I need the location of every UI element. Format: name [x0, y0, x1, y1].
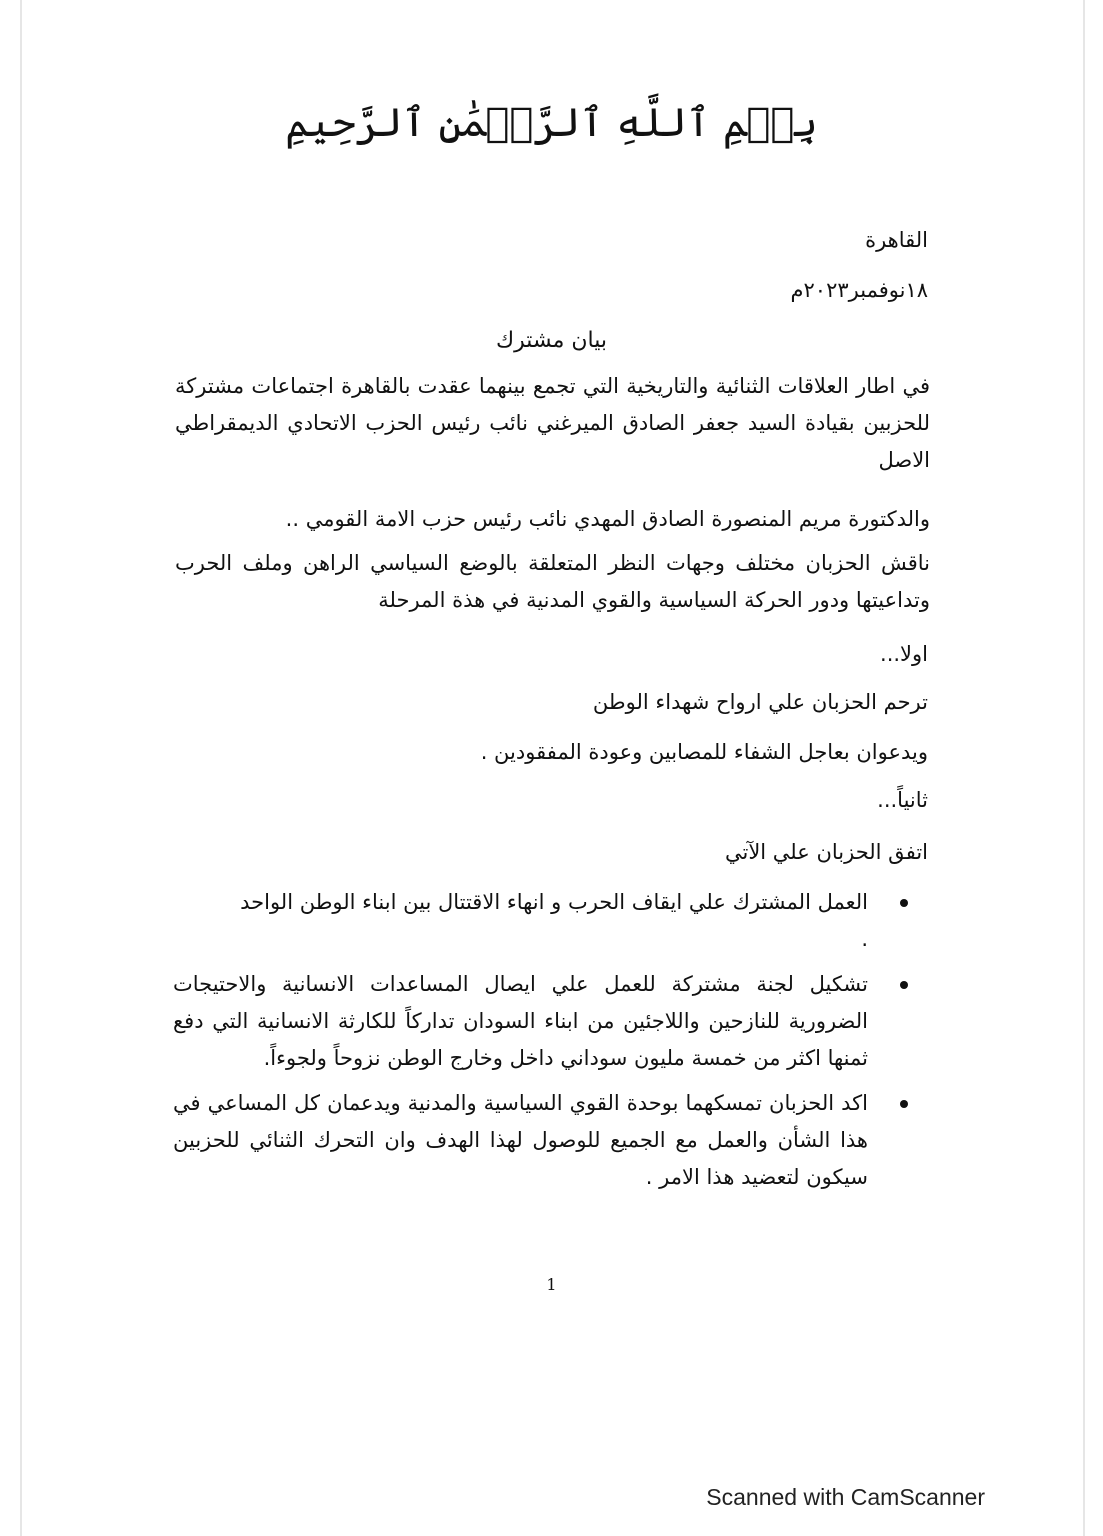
agreement-intro: اتفق الحزبان علي الآتي — [724, 840, 928, 864]
list-item-text: تشكيل لجنة مشتركة للعمل علي ايصال المساعدات الانسانية والاحتيجات الضرورية للنازحين واللاجئين من ابناء السودان تداركاً للكارثة الانسانية التي دفع ثمنها اكثر من خمسة مليون سوداني داخل وخارج الوطن نزوحاً ولجوءاً. — [173, 972, 868, 1070]
discussion-paragraph: ناقش الحزبان مختلف وجهات النظر المتعلقة بالوضع السياسي الراهن وملف الحرب وتداعيتها ودور الحركة السياسية والقوي المدنية في هذة المرحلة — [175, 551, 930, 612]
list-item-text: اكد الحزبان تمسكهما بوحدة القوي السياسية والمدنية ويدعمان كل المساعي في هذا الشأن والعمل مع الجميع للوصول لهذا الهدف وان التحرك الثنائي للحزبين سيكون لتعضيد هذا الامر . — [173, 1091, 868, 1189]
city-line: القاهرة — [865, 228, 928, 252]
second-section-label: ثانياً... — [877, 788, 928, 812]
date-line: ١٨نوفمبر٢٠٢٣م — [790, 278, 928, 302]
recovery-line: ويدعوان بعاجل الشفاء للمصابين وعودة المفقودين . — [480, 740, 928, 764]
intro-paragraph: في اطار العلاقات الثنائية والتاريخية التي تجمع بينهما عقدت بالقاهرة اجتماعات مشتركة للحزبين بقيادة السيد جعفر الصادق الميرغني نائب رئيس الحزب الاتحادي الديمقراطي الاصل — [175, 374, 930, 472]
scanner-watermark: Scanned with CamScanner — [706, 1484, 985, 1510]
list-item-trailing: . — [861, 927, 868, 951]
page-number: 1 — [546, 1275, 557, 1294]
left-scan-edge — [20, 0, 22, 1536]
condolence-line: ترحم الحزبان علي ارواح شهداء الوطن — [592, 690, 928, 714]
second-paragraph: والدكتورة مريم المنصورة الصادق المهدي نائب رئيس حزب الامة القومي .. — [285, 507, 930, 531]
basmala: بِسۡمِ ٱللَّهِ ٱلرَّحۡمَٰنِ ٱلرَّحِيمِ — [285, 100, 818, 146]
bullet-dot-icon — [900, 1100, 908, 1108]
list-item — [173, 884, 908, 958]
list-item — [173, 966, 908, 1077]
first-section-label: اولا... — [880, 642, 928, 666]
statement-heading: بيان مشترك — [496, 328, 607, 353]
bullet-dot-icon — [900, 981, 908, 989]
agreement-list — [173, 884, 908, 1204]
bullet-dot-icon — [900, 899, 908, 907]
list-item-text: العمل المشترك علي ايقاف الحرب و انهاء الاقتتال بين ابناء الوطن الواحد — [240, 890, 868, 914]
right-scan-edge — [1083, 0, 1085, 1536]
list-item — [173, 1085, 908, 1196]
